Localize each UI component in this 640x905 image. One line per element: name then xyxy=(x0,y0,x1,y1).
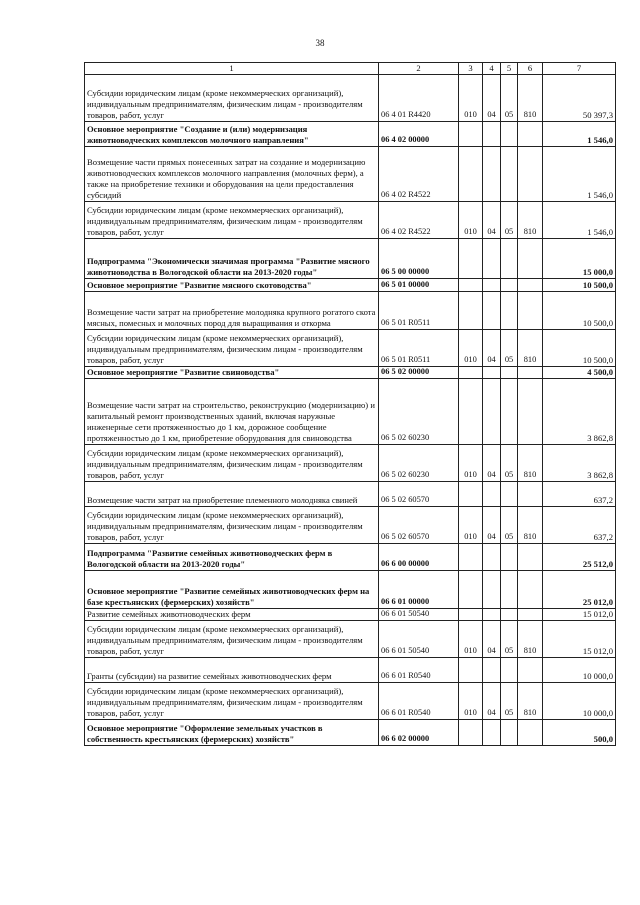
table-row xyxy=(85,122,616,147)
row-budget-code: 06 4 02 R4522 xyxy=(379,202,459,239)
row-description: Подпрограмма "Экономически значимая программа "Развитие мясного животноводства в Вологодской области на 2013-2020 годы" xyxy=(85,239,379,279)
row-subsection-code xyxy=(501,239,518,279)
row-amount: 15 012,0 xyxy=(543,609,616,621)
table-row xyxy=(85,379,616,445)
row-section-code: 04 xyxy=(483,330,501,367)
table-header-row xyxy=(85,63,616,75)
row-budget-code: 06 4 02 00000 xyxy=(379,122,459,147)
table-row xyxy=(85,609,616,621)
row-subsection-code: 05 xyxy=(501,621,518,658)
column-header: 5 xyxy=(501,63,518,75)
column-header: 2 xyxy=(379,63,459,75)
row-ministry-code: 010 xyxy=(459,330,483,367)
table-row xyxy=(85,292,616,330)
row-ministry-code xyxy=(459,571,483,609)
column-header: 4 xyxy=(483,63,501,75)
row-amount: 4 500,0 xyxy=(543,367,616,379)
row-description: Возмещение части затрат на строительство, реконструкцию (модернизацию) и капитальный ремонт производственных зданий, включая наружные инженерные сети протяженностью до 1 км, дорожное сообщение протяженностью до 1 км, приобретение оборудования для свиноводства xyxy=(85,379,379,445)
row-section-code xyxy=(483,292,501,330)
row-ministry-code xyxy=(459,658,483,683)
row-budget-code: 06 5 00 00000 xyxy=(379,239,459,279)
table-row xyxy=(85,239,616,279)
row-subsection-code: 05 xyxy=(501,683,518,720)
row-description: Основное мероприятие "Развитие свиноводства" xyxy=(85,367,379,379)
row-description: Возмещение части затрат на приобретение племенного молодняка свиней xyxy=(85,482,379,507)
row-subsection-code xyxy=(501,658,518,683)
row-budget-code: 06 6 01 50540 xyxy=(379,621,459,658)
row-expense-type xyxy=(518,571,543,609)
row-section-code xyxy=(483,571,501,609)
row-ministry-code xyxy=(459,239,483,279)
row-description: Возмещение части прямых понесенных затрат на создание и модернизацию животноводческих комплексов молочного направления (молочных ферм), а также на приобретение техники и оборудования на цели предоставления субсидий xyxy=(85,147,379,202)
row-budget-code: 06 5 02 60570 xyxy=(379,482,459,507)
row-section-code: 04 xyxy=(483,683,501,720)
row-budget-code: 06 6 01 R0540 xyxy=(379,658,459,683)
table-row xyxy=(85,202,616,239)
row-budget-code: 06 5 01 R0511 xyxy=(379,330,459,367)
row-description: Развитие семейных животноводческих ферм xyxy=(85,609,379,621)
row-subsection-code xyxy=(501,379,518,445)
row-section-code xyxy=(483,122,501,147)
column-header: 1 xyxy=(85,63,379,75)
row-expense-type: 810 xyxy=(518,621,543,658)
row-section-code xyxy=(483,658,501,683)
row-budget-code: 06 6 01 50540 xyxy=(379,609,459,621)
row-ministry-code xyxy=(459,379,483,445)
row-description: Возмещение части затрат на приобретение молодняка крупного рогатого скота мясных, помесных и молочных пород для выращивания и откорма xyxy=(85,292,379,330)
row-ministry-code xyxy=(459,720,483,746)
column-header: 3 xyxy=(459,63,483,75)
row-ministry-code xyxy=(459,292,483,330)
row-description: Основное мероприятие "Создание и (или) модернизация животноводческих комплексов молочного направления" xyxy=(85,122,379,147)
row-description: Субсидии юридическим лицам (кроме некоммерческих организаций), индивидуальным предпринимателям, физическим лицам - производителям товаров, работ, услуг xyxy=(85,330,379,367)
row-section-code: 04 xyxy=(483,507,501,544)
table-row xyxy=(85,658,616,683)
row-budget-code: 06 6 00 00000 xyxy=(379,544,459,571)
row-amount: 3 862,8 xyxy=(543,379,616,445)
row-section-code xyxy=(483,279,501,292)
row-expense-type: 810 xyxy=(518,683,543,720)
row-expense-type xyxy=(518,609,543,621)
column-header: 7 xyxy=(543,63,616,75)
row-section-code: 04 xyxy=(483,75,501,122)
row-ministry-code: 010 xyxy=(459,75,483,122)
row-budget-code: 06 5 02 60230 xyxy=(379,379,459,445)
row-ministry-code: 010 xyxy=(459,621,483,658)
row-description: Основное мероприятие "Развитие семейных животноводческих ферм на базе крестьянских (фермерских) хозяйств" xyxy=(85,571,379,609)
row-amount: 1 546,0 xyxy=(543,202,616,239)
row-ministry-code xyxy=(459,147,483,202)
row-expense-type xyxy=(518,720,543,746)
row-expense-type xyxy=(518,658,543,683)
table-row xyxy=(85,507,616,544)
row-expense-type xyxy=(518,147,543,202)
table-row xyxy=(85,330,616,367)
table-row xyxy=(85,147,616,202)
row-expense-type: 810 xyxy=(518,75,543,122)
row-budget-code: 06 5 02 00000 xyxy=(379,367,459,379)
row-section-code xyxy=(483,720,501,746)
row-ministry-code xyxy=(459,122,483,147)
row-subsection-code xyxy=(501,720,518,746)
row-budget-code: 06 4 01 R4420 xyxy=(379,75,459,122)
row-section-code xyxy=(483,544,501,571)
row-section-code xyxy=(483,482,501,507)
table-body xyxy=(85,75,616,746)
row-amount: 10 000,0 xyxy=(543,683,616,720)
row-description: Субсидии юридическим лицам (кроме некоммерческих организаций), индивидуальным предпринимателям, физическим лицам - производителям товаров, работ, услуг xyxy=(85,683,379,720)
row-amount: 637,2 xyxy=(543,482,616,507)
table-row xyxy=(85,683,616,720)
row-ministry-code xyxy=(459,482,483,507)
row-ministry-code xyxy=(459,279,483,292)
row-amount: 500,0 xyxy=(543,720,616,746)
row-budget-code: 06 5 01 R0511 xyxy=(379,292,459,330)
row-description: Основное мероприятие "Развитие мясного скотоводства" xyxy=(85,279,379,292)
table-row xyxy=(85,544,616,571)
table-row xyxy=(85,279,616,292)
row-section-code: 04 xyxy=(483,202,501,239)
row-ministry-code xyxy=(459,609,483,621)
row-description: Субсидии юридическим лицам (кроме некоммерческих организаций), индивидуальным предпринимателям, физическим лицам - производителям товаров, работ, услуг xyxy=(85,507,379,544)
row-expense-type: 810 xyxy=(518,202,543,239)
row-expense-type xyxy=(518,544,543,571)
row-subsection-code xyxy=(501,292,518,330)
row-budget-code: 06 6 01 R0540 xyxy=(379,683,459,720)
row-description: Субсидии юридическим лицам (кроме некоммерческих организаций), индивидуальным предпринимателям, физическим лицам - производителям товаров, работ, услуг xyxy=(85,202,379,239)
row-ministry-code: 010 xyxy=(459,202,483,239)
row-subsection-code: 05 xyxy=(501,445,518,482)
budget-table xyxy=(84,62,616,746)
table-row xyxy=(85,571,616,609)
row-subsection-code xyxy=(501,279,518,292)
table-row xyxy=(85,367,616,379)
row-expense-type xyxy=(518,122,543,147)
row-expense-type: 810 xyxy=(518,445,543,482)
row-subsection-code: 05 xyxy=(501,202,518,239)
row-description: Субсидии юридическим лицам (кроме некоммерческих организаций), индивидуальным предпринимателям, физическим лицам - производителям товаров, работ, услуг xyxy=(85,621,379,658)
row-description: Гранты (субсидии) на развитие семейных животноводческих ферм xyxy=(85,658,379,683)
row-amount: 15 012,0 xyxy=(543,621,616,658)
row-budget-code: 06 5 01 00000 xyxy=(379,279,459,292)
row-subsection-code xyxy=(501,609,518,621)
row-budget-code: 06 6 01 00000 xyxy=(379,571,459,609)
row-section-code xyxy=(483,147,501,202)
row-expense-type xyxy=(518,379,543,445)
row-amount: 637,2 xyxy=(543,507,616,544)
row-budget-code: 06 6 02 00000 xyxy=(379,720,459,746)
row-expense-type xyxy=(518,279,543,292)
row-description: Субсидии юридическим лицам (кроме некоммерческих организаций), индивидуальным предпринимателям, физическим лицам - производителям товаров, работ, услуг xyxy=(85,445,379,482)
row-description: Подпрограмма "Развитие семейных животноводческих ферм в Вологодской области на 2013-2020 годы" xyxy=(85,544,379,571)
table-row xyxy=(85,482,616,507)
row-subsection-code xyxy=(501,482,518,507)
table-row xyxy=(85,445,616,482)
row-section-code: 04 xyxy=(483,621,501,658)
row-ministry-code: 010 xyxy=(459,683,483,720)
row-section-code xyxy=(483,609,501,621)
row-ministry-code xyxy=(459,367,483,379)
row-expense-type xyxy=(518,239,543,279)
row-subsection-code: 05 xyxy=(501,330,518,367)
row-amount: 1 546,0 xyxy=(543,147,616,202)
row-amount: 15 000,0 xyxy=(543,239,616,279)
row-expense-type xyxy=(518,367,543,379)
row-subsection-code: 05 xyxy=(501,507,518,544)
row-section-code xyxy=(483,379,501,445)
row-subsection-code xyxy=(501,571,518,609)
row-amount: 10 500,0 xyxy=(543,330,616,367)
row-subsection-code xyxy=(501,367,518,379)
column-header: 6 xyxy=(518,63,543,75)
row-subsection-code: 05 xyxy=(501,75,518,122)
table-row xyxy=(85,720,616,746)
row-subsection-code xyxy=(501,122,518,147)
row-budget-code: 06 5 02 60570 xyxy=(379,507,459,544)
table-row xyxy=(85,75,616,122)
row-ministry-code xyxy=(459,544,483,571)
row-ministry-code: 010 xyxy=(459,445,483,482)
row-amount: 10 000,0 xyxy=(543,658,616,683)
row-amount: 10 500,0 xyxy=(543,292,616,330)
row-expense-type: 810 xyxy=(518,507,543,544)
row-amount: 25 512,0 xyxy=(543,544,616,571)
row-section-code xyxy=(483,367,501,379)
row-budget-code: 06 5 02 60230 xyxy=(379,445,459,482)
page-number: 38 xyxy=(315,38,325,48)
row-description: Субсидии юридическим лицам (кроме некоммерческих организаций), индивидуальным предпринимателям, физическим лицам - производителям товаров, работ, услуг xyxy=(85,75,379,122)
table-row xyxy=(85,621,616,658)
row-ministry-code: 010 xyxy=(459,507,483,544)
row-expense-type xyxy=(518,482,543,507)
row-budget-code: 06 4 02 R4522 xyxy=(379,147,459,202)
row-section-code: 04 xyxy=(483,445,501,482)
row-amount: 3 862,8 xyxy=(543,445,616,482)
row-subsection-code xyxy=(501,544,518,571)
row-amount: 1 546,0 xyxy=(543,122,616,147)
row-amount: 10 500,0 xyxy=(543,279,616,292)
row-expense-type: 810 xyxy=(518,330,543,367)
row-section-code xyxy=(483,239,501,279)
row-expense-type xyxy=(518,292,543,330)
row-description: Основное мероприятие "Оформление земельных участков в собственность крестьянских (фермерских) хозяйств" xyxy=(85,720,379,746)
row-amount: 25 012,0 xyxy=(543,571,616,609)
row-amount: 50 397,3 xyxy=(543,75,616,122)
row-subsection-code xyxy=(501,147,518,202)
